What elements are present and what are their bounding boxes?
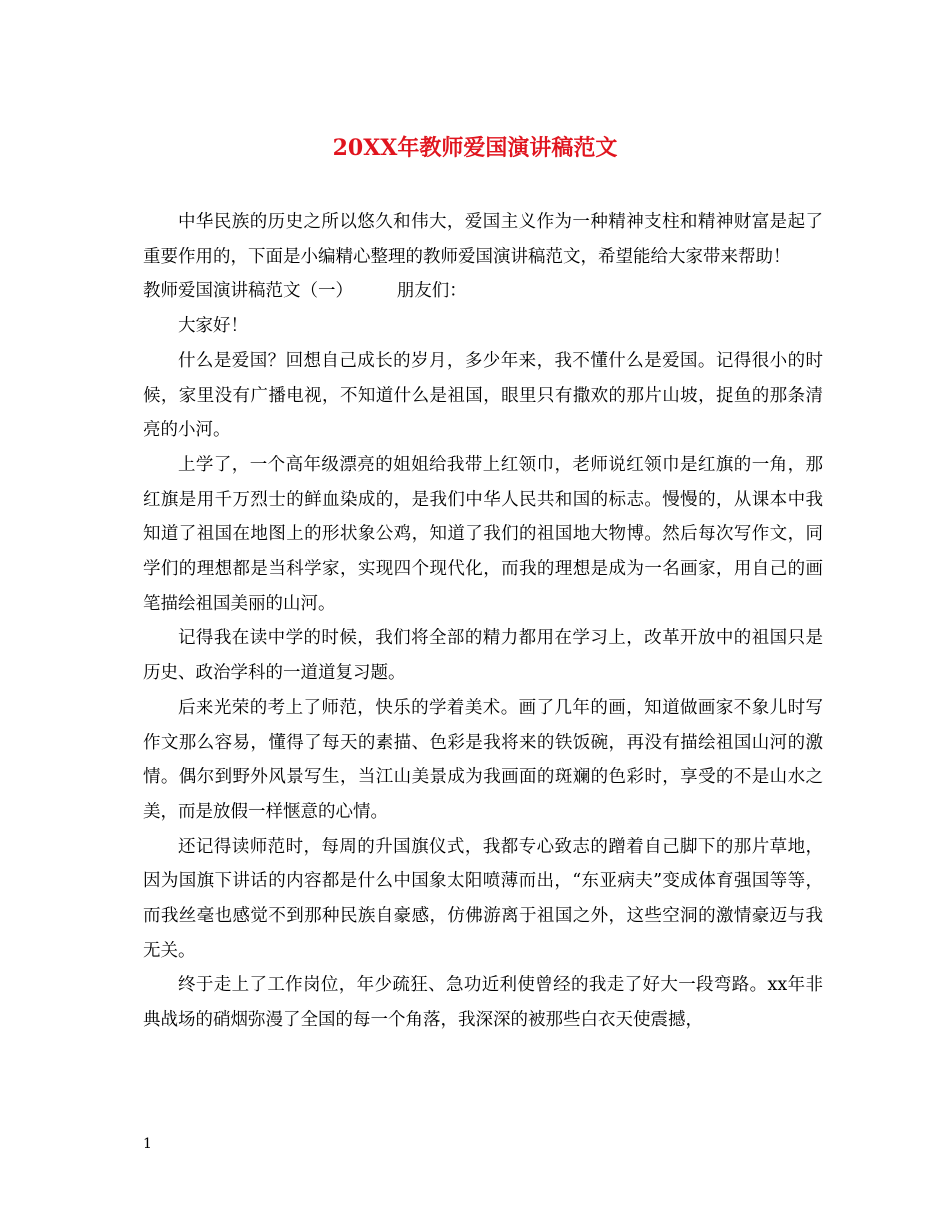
section-heading: 教师爱国演讲稿范文（一） 朋友们：: [143, 281, 467, 302]
document-body: [143, 205, 823, 1038]
body-paragraph: 还记得读师范时，每周的升国旗仪式，我都专心致志的蹭着自己脚下的那片草地，因为国旗下讲话的内容都是什么中国象太阳喷薄而出，“东亚病夫”变成体育强国等等，而我丝毫也感觉不到那种民族自豪感，仿佛游离于祖国之外，这些空洞的激情豪迈与我无关。: [143, 836, 823, 961]
body-paragraph: 什么是爱国？回想自己成长的岁月，多少年来，我不懂什么是爱国。记得很小的时候，家里没有广播电视，不知道什么是祖国，眼里只有撒欢的那片山坡，捉鱼的那条清亮的小河。: [143, 350, 823, 441]
body-paragraph: 上学了，一个高年级漂亮的姐姐给我带上红领巾，老师说红领巾是红旗的一角，那红旗是用千万烈士的鲜血染成的，是我们中华人民共和国的标志。慢慢的，从课本中我知道了祖国在地图上的形状象公鸡，知道了我们的祖国地大物博。然后每次写作文，同学们的理想都是当科学家，实现四个现代化，而我的理想是成为一名画家，用自己的画笔描绘祖国美丽的山河。: [143, 454, 823, 614]
body-paragraph: 记得我在读中学的时候，我们将全部的精力都用在学习上，改革开放中的祖国只是历史、政治学科的一道道复习题。: [143, 628, 823, 684]
intro-paragraph: 中华民族的历史之所以悠久和伟大，爱国主义作为一种精神支柱和精神财富是起了重要作用的，下面是小编精心整理的教师爱国演讲稿范文，希望能给大家带来帮助！: [143, 212, 823, 267]
page-number: 1: [143, 1136, 152, 1152]
document-title: 20XX年教师爱国演讲稿范文: [332, 135, 618, 161]
body-paragraph: 后来光荣的考上了师范，快乐的学着美术。画了几年的画，知道做画家不象儿时写作文那么容易，懂得了每天的素描、色彩是我将来的铁饭碗，再没有描绘祖国山河的激情。偶尔到野外风景写生，当江山美景成为我画面的斑斓的色彩时，享受的不是山水之美，而是放假一样惬意的心情。: [143, 697, 823, 822]
greeting-line: 大家好！: [178, 316, 248, 337]
body-paragraph: 终于走上了工作岗位，年少疏狂、急功近利使曾经的我走了好大一段弯路。xx年非典战场的硝烟弥漫了全国的每一个角落，我深深的被那些白衣天使震撼，: [143, 975, 823, 1031]
